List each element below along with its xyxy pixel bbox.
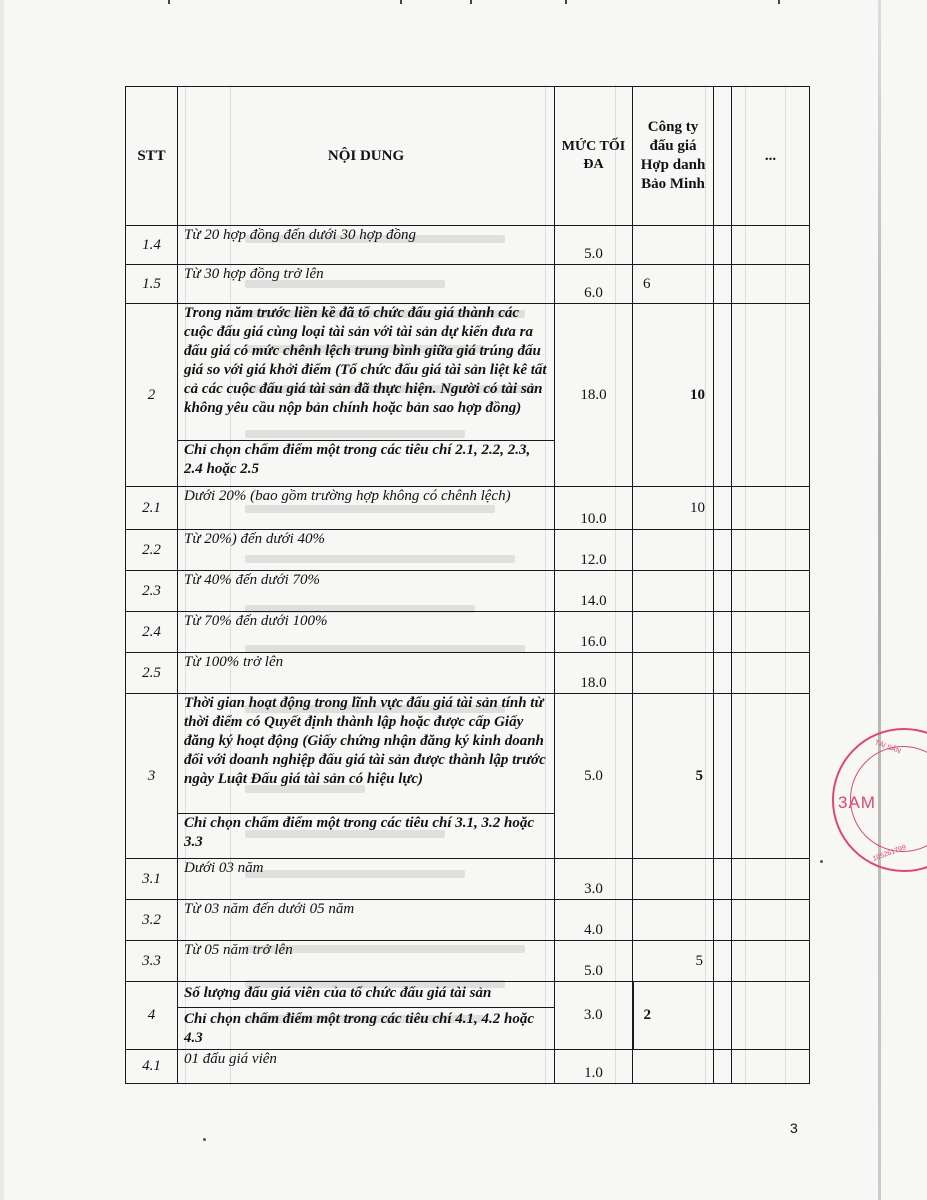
row-content: Từ 20%) đến dưới 40%	[178, 530, 555, 571]
table-row	[126, 304, 810, 441]
row-company-score: 2	[633, 982, 714, 1050]
row-company-score	[633, 859, 714, 900]
top-scan-marks	[0, 0, 927, 4]
row-content: Từ 03 năm đến dưới 05 năm	[178, 900, 555, 941]
table-row	[126, 859, 810, 900]
page-number: 3	[790, 1120, 798, 1136]
table-row	[126, 900, 810, 941]
row-company-score	[633, 612, 714, 653]
row-max-score: 3.0	[555, 859, 633, 900]
row-content: Dưới 03 năm	[178, 859, 555, 900]
row-max-score: 16.0	[555, 612, 633, 653]
row-max-score: 1.0	[555, 1050, 633, 1084]
seal-top-text: TÀI SẢN	[873, 739, 902, 756]
row-content: Trong năm trước liền kề đã tổ chức đấu giá thành các cuộc đấu giá cùng loại tài sản với tài sản dự kiến đưa ra đấu giá có mức chênh lệch trung bình giữa giá trúng đấu giá so với giá khởi điểm (Tổ chức đấu giá tài sản liệt kê tất cả các cuộc đấu giá tài sản đã thực hiện. Người có tài sản không yêu cầu nộp bản chính hoặc bản sao hợp đồng)	[178, 304, 555, 441]
row-note: Chỉ chọn chấm điểm một trong các tiêu chí 3.1, 3.2 hoặc 3.3	[178, 814, 555, 859]
row-company-score: 5	[633, 694, 714, 859]
header-cong-ty: Công ty đấu giá Hợp danh Bảo Minh	[633, 87, 714, 226]
row-note: Chỉ chọn chấm điểm một trong các tiêu chí 2.1, 2.2, 2.3, 2.4 hoặc 2.5	[178, 441, 555, 487]
header-extra: ...	[732, 87, 810, 226]
row-content: 01 đấu giá viên	[178, 1050, 555, 1084]
row-max-score: 5.0	[555, 226, 633, 265]
row-content: Từ 40% đến dưới 70%	[178, 571, 555, 612]
header-noi-dung: NỘI DUNG	[178, 87, 555, 226]
row-max-score: 18.0	[555, 653, 633, 694]
row-company-score	[633, 900, 714, 941]
row-content: Từ 30 hợp đồng trở lên	[178, 265, 555, 304]
row-stt: 2.4	[126, 612, 178, 653]
row-stt: 1.4	[126, 226, 178, 265]
table-row	[126, 265, 810, 304]
table-row	[126, 487, 810, 530]
seal-bottom-text: 105261799	[871, 844, 908, 863]
row-stt: 2	[126, 304, 178, 487]
row-company-score	[633, 571, 714, 612]
scoring-table	[125, 86, 810, 1084]
row-content: Dưới 20% (bao gồm trường hợp không có chênh lệch)	[178, 487, 555, 530]
row-company-score: 6	[633, 265, 714, 304]
row-company-score	[633, 530, 714, 571]
row-company-score: 10	[633, 487, 714, 530]
table-row	[126, 571, 810, 612]
row-stt: 4	[126, 982, 178, 1050]
table-row	[126, 653, 810, 694]
seal-text: 3AM	[838, 793, 876, 812]
row-content: Từ 70% đến dưới 100%	[178, 612, 555, 653]
row-stt: 2.5	[126, 653, 178, 694]
table-row	[126, 941, 810, 982]
row-stt: 3.2	[126, 900, 178, 941]
page-edge-left	[0, 0, 4, 1200]
table-header-row	[126, 87, 810, 226]
row-stt: 1.5	[126, 265, 178, 304]
row-stt: 4.1	[126, 1050, 178, 1084]
row-company-score	[633, 653, 714, 694]
table-row	[126, 226, 810, 265]
row-max-score: 5.0	[555, 694, 633, 859]
row-company-score: 5	[633, 941, 714, 982]
table-row	[126, 612, 810, 653]
row-note: Chỉ chọn chấm điểm một trong các tiêu chí 4.1, 4.2 hoặc 4.3	[178, 1008, 555, 1050]
header-muc-toi-da: MỨC TỐI ĐA	[555, 87, 633, 226]
row-max-score: 6.0	[555, 265, 633, 304]
row-stt: 2.2	[126, 530, 178, 571]
table-row	[126, 1050, 810, 1084]
table-row	[126, 530, 810, 571]
row-stt: 2.3	[126, 571, 178, 612]
row-company-score	[633, 1050, 714, 1084]
row-content: Từ 100% trở lên	[178, 653, 555, 694]
row-company-score	[633, 226, 714, 265]
header-blank	[714, 87, 732, 226]
row-max-score: 5.0	[555, 941, 633, 982]
row-stt: 3	[126, 694, 178, 859]
row-max-score: 18.0	[555, 304, 633, 487]
row-company-score: 10	[633, 304, 714, 487]
row-max-score: 4.0	[555, 900, 633, 941]
scan-speck	[820, 860, 823, 863]
row-max-score: 12.0	[555, 530, 633, 571]
table-row	[126, 982, 810, 1008]
row-stt: 3.3	[126, 941, 178, 982]
table-row	[126, 694, 810, 814]
row-stt: 2.1	[126, 487, 178, 530]
row-content: Thời gian hoạt động trong lĩnh vực đấu giá tài sản tính từ thời điểm có Quyết định thành lập hoặc được cấp Giấy đăng ký hoạt động (Giấy chứng nhận đăng ký kinh doanh đối với doanh nghiệp đấu giá tài sản được thành lập trước ngày Luật Đấu giá tài sản có hiệu lực)	[178, 694, 555, 814]
row-content: Từ 05 năm trở lên	[178, 941, 555, 982]
row-max-score: 10.0	[555, 487, 633, 530]
row-content: Số lượng đấu giá viên của tổ chức đấu giá tài sản	[178, 982, 555, 1008]
row-max-score: 3.0	[555, 982, 633, 1050]
row-content: Từ 20 hợp đồng đến dưới 30 hợp đồng	[178, 226, 555, 265]
header-stt: STT	[126, 87, 178, 226]
scan-speck	[203, 1138, 206, 1141]
row-max-score: 14.0	[555, 571, 633, 612]
row-stt: 3.1	[126, 859, 178, 900]
